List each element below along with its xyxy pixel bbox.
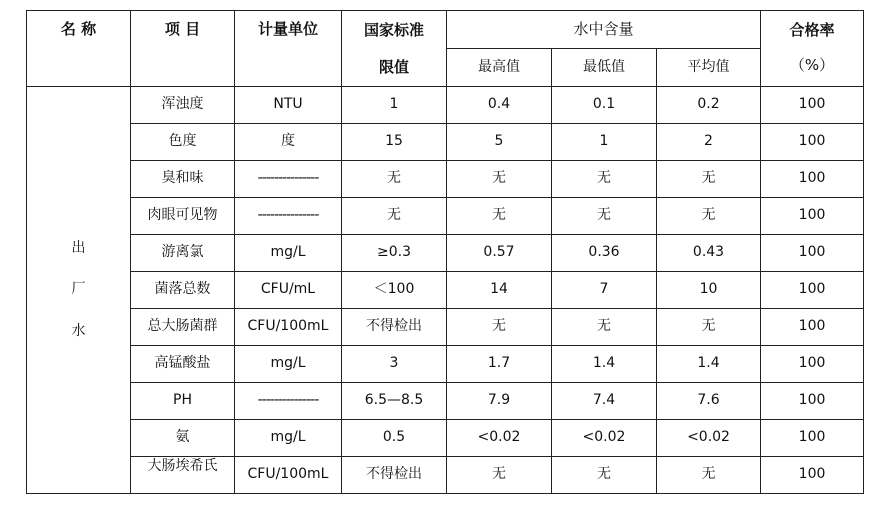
header-standard-line1: 国家标准 xyxy=(342,11,447,49)
row-max: 无 xyxy=(447,161,552,198)
row-avg: 无 xyxy=(657,457,761,494)
header-standard-line2: 限值 xyxy=(342,49,447,87)
row-max: 0.4 xyxy=(447,87,552,124)
table-row xyxy=(27,346,864,383)
row-standard: 不得检出 xyxy=(342,457,447,494)
table-row xyxy=(27,124,864,161)
table-row xyxy=(27,198,864,235)
row-rate: 100 xyxy=(761,383,864,420)
row-unit: mg/L xyxy=(235,235,342,272)
row-rate: 100 xyxy=(761,457,864,494)
table-row xyxy=(27,235,864,272)
row-rate: 100 xyxy=(761,235,864,272)
row-rate: 100 xyxy=(761,87,864,124)
row-min: 无 xyxy=(552,309,657,346)
row-avg: 10 xyxy=(657,272,761,309)
row-standard: ≥0.3 xyxy=(342,235,447,272)
header-item: 项 目 xyxy=(131,11,235,87)
row-rate: 100 xyxy=(761,124,864,161)
row-avg: 0.2 xyxy=(657,87,761,124)
row-avg: 0.43 xyxy=(657,235,761,272)
header-avg: 平均值 xyxy=(657,49,761,87)
row-item: 总大肠菌群 xyxy=(131,309,235,346)
row-standard: 无 xyxy=(342,161,447,198)
row-unit: mg/L xyxy=(235,346,342,383)
row-rate: 100 xyxy=(761,272,864,309)
table-row xyxy=(27,87,864,124)
row-unit: 度 xyxy=(235,124,342,161)
row-unit: CFU/100mL xyxy=(235,309,342,346)
row-standard: 0.5 xyxy=(342,420,447,457)
header-name: 名 称 xyxy=(27,11,131,87)
row-item: 菌落总数 xyxy=(131,272,235,309)
row-avg: 7.6 xyxy=(657,383,761,420)
row-max: 无 xyxy=(447,198,552,235)
row-rate: 100 xyxy=(761,161,864,198)
row-min: 1 xyxy=(552,124,657,161)
group-char-3: 水 xyxy=(71,322,86,339)
row-unit: CFU/mL xyxy=(235,272,342,309)
row-min: 7 xyxy=(552,272,657,309)
row-standard: 不得检出 xyxy=(342,309,447,346)
row-avg: <0.02 xyxy=(657,420,761,457)
row-min: <0.02 xyxy=(552,420,657,457)
header-min: 最低值 xyxy=(552,49,657,87)
row-min: 无 xyxy=(552,198,657,235)
table-row xyxy=(27,309,864,346)
row-min: 无 xyxy=(552,161,657,198)
row-item: PH xyxy=(131,383,235,420)
header-pass-rate: 合格率 xyxy=(761,11,864,49)
row-standard: 15 xyxy=(342,124,447,161)
table-row xyxy=(27,383,864,420)
table-row xyxy=(27,420,864,457)
header-pass-unit: （%） xyxy=(761,49,864,87)
row-item: 游离氯 xyxy=(131,235,235,272)
row-item: 大肠埃希氏 xyxy=(131,457,235,494)
row-max: 0.57 xyxy=(447,235,552,272)
row-unit: mg/L xyxy=(235,420,342,457)
row-unit: CFU/100mL xyxy=(235,457,342,494)
row-standard: 3 xyxy=(342,346,447,383)
row-standard: ＜100 xyxy=(342,272,447,309)
row-min: 0.36 xyxy=(552,235,657,272)
header-content: 水中含量 xyxy=(447,11,761,49)
row-min: 1.4 xyxy=(552,346,657,383)
row-standard: 无 xyxy=(342,198,447,235)
group-char-2: 厂 xyxy=(71,281,86,298)
row-max: 无 xyxy=(447,457,552,494)
row-item: 氨 xyxy=(131,420,235,457)
row-unit: --------------- xyxy=(235,383,342,420)
row-item: 臭和味 xyxy=(131,161,235,198)
row-min: 0.1 xyxy=(552,87,657,124)
table-row xyxy=(27,457,864,494)
row-rate: 100 xyxy=(761,198,864,235)
row-min: 无 xyxy=(552,457,657,494)
row-item: 浑浊度 xyxy=(131,87,235,124)
row-avg: 1.4 xyxy=(657,346,761,383)
row-item: 色度 xyxy=(131,124,235,161)
group-label xyxy=(27,87,131,494)
row-max: 无 xyxy=(447,309,552,346)
row-rate: 100 xyxy=(761,420,864,457)
row-item: 高锰酸盐 xyxy=(131,346,235,383)
row-max: 1.7 xyxy=(447,346,552,383)
row-avg: 2 xyxy=(657,124,761,161)
table-row xyxy=(27,161,864,198)
row-rate: 100 xyxy=(761,346,864,383)
row-item: 肉眼可见物 xyxy=(131,198,235,235)
row-rate: 100 xyxy=(761,309,864,346)
header-max: 最高值 xyxy=(447,49,552,87)
row-max: 5 xyxy=(447,124,552,161)
row-max: 7.9 xyxy=(447,383,552,420)
row-standard: 6.5—8.5 xyxy=(342,383,447,420)
row-avg: 无 xyxy=(657,309,761,346)
row-min: 7.4 xyxy=(552,383,657,420)
row-unit: --------------- xyxy=(235,161,342,198)
row-standard: 1 xyxy=(342,87,447,124)
row-unit: --------------- xyxy=(235,198,342,235)
row-max: <0.02 xyxy=(447,420,552,457)
header-unit: 计量单位 xyxy=(235,11,342,87)
group-char-1: 出 xyxy=(71,239,86,256)
row-max: 14 xyxy=(447,272,552,309)
row-avg: 无 xyxy=(657,161,761,198)
water-quality-table xyxy=(26,10,864,494)
table-row xyxy=(27,272,864,309)
row-avg: 无 xyxy=(657,198,761,235)
row-unit: NTU xyxy=(235,87,342,124)
